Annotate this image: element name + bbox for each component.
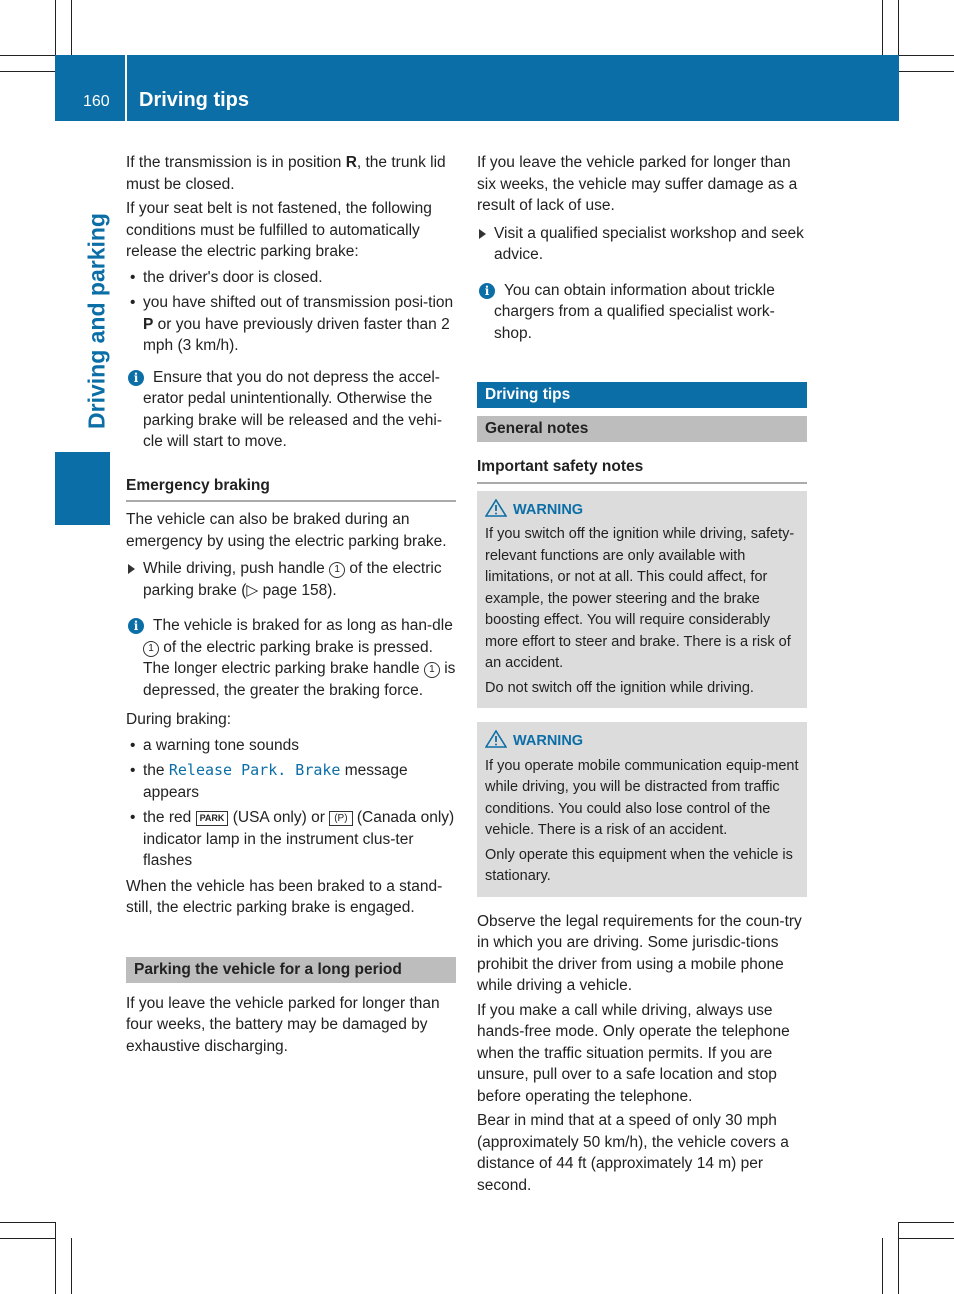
list-item: • the red PARK (USA only) or (P) (Canada only) indicator lamp in the instrument clus-ter flashes [126, 807, 456, 872]
info-note: i You can obtain information about trickle chargers from a qualified specialist work-shop. [477, 280, 807, 345]
crop-mark [0, 71, 55, 72]
crop-mark [71, 0, 72, 55]
list-item: • the Release Park. Brake message appears [126, 760, 456, 803]
crop-mark [0, 55, 55, 56]
header-divider [125, 55, 127, 121]
section-bar: Parking the vehicle for a long period [126, 957, 456, 983]
page-reference-link[interactable]: page 158). [262, 581, 337, 599]
crop-mark [899, 71, 954, 72]
page-header [55, 55, 899, 121]
section-bar: Driving tips [477, 382, 807, 408]
page-reference-icon: ▷ [246, 581, 259, 599]
warning-text: If you switch off the ignition while driving, safety-relevant functions are only available with limitations, or not at all. This could affect, for example, the power steering and the brake boosting effect. You will require considerably more effort to steer and brake. There is a risk of an accident. [485, 526, 795, 671]
paragraph: If you leave the vehicle parked for longer than six weeks, the vehicle may suffer damage as a result of lack of use. [477, 154, 798, 214]
paragraph: During braking: [126, 711, 232, 728]
crop-mark [71, 1238, 72, 1294]
list-item: • you have shifted out of transmission posi-tion P or you have previously driven faster than 2 mph (3 km/h). [126, 292, 456, 357]
instruction-step: While driving, push handle 1 of the electric parking brake (▷ page 158). [126, 558, 456, 601]
subsection-bar: General notes [477, 416, 807, 442]
warning-text: If you operate mobile communication equip-ment while driving, you will be distracted from traffic conditions. You could also lose control of the vehicle. There is a risk of an accident. [485, 757, 799, 838]
page-number: 160 [83, 93, 110, 110]
step-arrow-icon [128, 564, 135, 574]
paragraph: Observe the legal requirements for the coun-try in which you are driving. Some jurisdic-tions prohibit the driver from using a mobile phone while driving a vehicle. [477, 912, 802, 994]
warning-title: WARNING [513, 501, 584, 518]
crop-mark [899, 55, 954, 56]
paragraph: If you make a call while driving, always use hands-free mode. Only operate the telephone when the traffic situation permits. If you are unsure, pull over to a safe location and stop before operating the telephone. [477, 1001, 790, 1105]
warning-text: Only operate this equipment when the vehicle is stationary. [485, 846, 793, 884]
crop-mark [882, 0, 883, 55]
crop-mark [899, 1238, 954, 1239]
callout-one-icon: 1 [143, 641, 159, 657]
info-icon: i [128, 370, 144, 386]
left-column [126, 152, 456, 1060]
paragraph: Bear in mind that at a speed of only 30 mph (approximately 50 km/h), the vehicle covers a distance of 44 ft (approximately 14 m) per second. [477, 1112, 789, 1194]
display-message: Release Park. Brake [168, 761, 341, 779]
crop-mark [882, 1238, 883, 1294]
section-heading: Emergency braking [126, 475, 456, 503]
info-icon: i [128, 618, 144, 634]
warning-box [477, 722, 807, 897]
step-arrow-icon [479, 229, 486, 239]
crop-mark [0, 1238, 55, 1239]
warning-title: WARNING [513, 733, 584, 749]
crop-mark [898, 1222, 899, 1294]
crop-mark [899, 1222, 954, 1223]
chapter-marker [55, 452, 110, 525]
parking-brake-lamp-icon: (P) [329, 811, 352, 826]
warning-box [477, 491, 807, 709]
chapter-name: Driving and parking [83, 213, 110, 429]
info-icon: i [479, 283, 495, 299]
info-note: i The vehicle is braked for as long as han-dle 1 of the electric parking brake is pressed. The longer electric parking brake handle 1 is depressed, the greater the braking force. [126, 615, 456, 701]
paragraph: If you leave the vehicle parked for longer than four weeks, the battery may be damaged by exhaustive discharging. [126, 994, 440, 1055]
right-column [477, 152, 807, 1199]
paragraph: The vehicle can also be braked during an emergency by using the electric parking brake. [126, 511, 447, 550]
list-item: • the driver's door is closed. [126, 267, 456, 289]
callout-one-icon: 1 [424, 662, 440, 678]
instruction-step: Visit a qualified specialist workshop and seek advice. [477, 223, 807, 266]
crop-mark [55, 0, 56, 55]
paragraph: When the vehicle has been braked to a stand-still, the electric parking brake is engaged. [126, 877, 443, 916]
paragraph: If the transmission is in position R, the trunk lid must be closed. [126, 154, 446, 193]
warning-triangle-icon [485, 730, 507, 748]
info-note: i Ensure that you do not depress the accel-erator pedal unintentionally. Otherwise the parking brake will be released and the vehi-cle will start to move. [126, 367, 456, 453]
page-title: Driving tips [139, 89, 250, 111]
callout-one-icon: 1 [329, 562, 345, 578]
crop-mark [898, 0, 899, 55]
warning-triangle-icon [485, 499, 507, 517]
list-item: • a warning tone sounds [126, 735, 456, 757]
crop-mark [0, 1222, 55, 1223]
paragraph: If your seat belt is not fastened, the following conditions must be fulfilled to automatically release the electric parking brake: [126, 200, 432, 260]
section-heading: Important safety notes [477, 456, 807, 484]
warning-text: Do not switch off the ignition while driving. [485, 679, 754, 696]
park-lamp-icon: PARK [196, 811, 229, 826]
crop-mark [55, 1222, 56, 1294]
